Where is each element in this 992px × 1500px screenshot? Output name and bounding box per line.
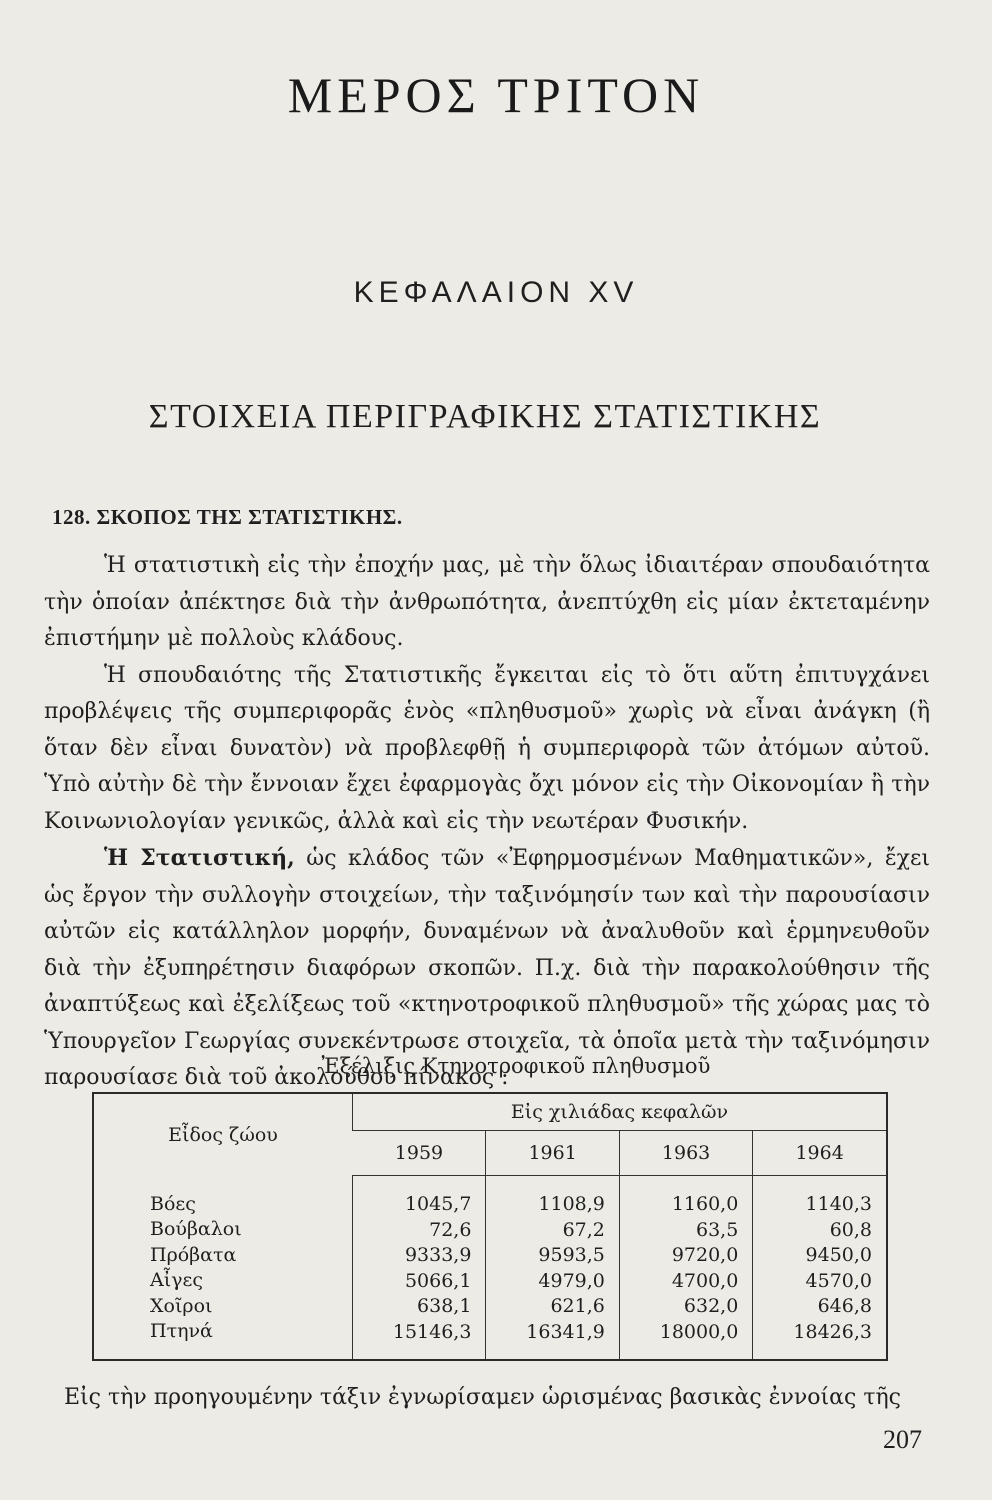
paragraph-4: Εἰς τὴν προηγουμένην τάξιν ἐγνωρίσαμεν ὡρισμένας βασικὰς ἐννοίας τῆς	[64, 1385, 901, 1410]
livestock-table	[92, 1092, 888, 1361]
values-1959-column	[353, 1176, 486, 1361]
value-cell: 1108,9	[538, 1193, 605, 1215]
paragraph-2: Ἡ σπουδαιότης τῆς Στατιστικῆς ἔγκειται εἰς τὸ ὅτι αὕτη ἐπιτυγχάνει προβλέψεις τῆς συμπεριφορᾶς ἑνὸς «πληθυσμοῦ» χωρὶς νὰ εἶναι ἀνάγκη (ἢ ὅταν δὲν εἶναι δυνατὸν) νὰ προβλεφθῇ ἡ συμπεριφορὰ τῶν ἀτόμων αὐτοῦ. Ὑπὸ αὐτὴν δὲ τὴν ἔννοιαν ἔχει ἐφαρμογὰς ὄχι μόνον εἰς τὴν Οἰκονομίαν ἢ τὴν Κοινωνιολογίαν γενικῶς, ἀλλὰ καὶ εἰς τὴν νεωτέραν Φυσικήν.	[44, 662, 930, 834]
value-cell: 4700,0	[671, 1269, 739, 1292]
year-header: 1959	[353, 1131, 486, 1176]
year-header: 1963	[619, 1131, 752, 1176]
species-header: Εἶδος ζώου	[168, 1123, 278, 1146]
value-cell: 16341,9	[526, 1320, 605, 1343]
value-cell: 1140,3	[805, 1193, 872, 1215]
section-heading: 128. ΣΚΟΠΟΣ ΤΗΣ ΣΤΑΤΙΣΤΙΚΗΣ.	[52, 505, 403, 529]
page-number: 207	[883, 1425, 922, 1454]
value-cell: 632,0	[683, 1295, 739, 1317]
value-cell: 18426,3	[793, 1320, 872, 1343]
values-1964-column	[753, 1176, 887, 1361]
species-column	[93, 1176, 353, 1361]
part-title: ΜΕΡΟΣ ΤΡΙΤΟΝ	[287, 67, 705, 123]
body-text	[44, 548, 930, 1097]
value-cell: 18000,0	[659, 1320, 739, 1343]
values-1963-column	[619, 1176, 752, 1361]
value-cell: 63,5	[696, 1218, 739, 1241]
value-cell: 72,6	[429, 1218, 472, 1241]
value-cell: 621,6	[550, 1295, 605, 1317]
value-cell: 15146,3	[392, 1320, 472, 1343]
value-cell: 646,8	[817, 1295, 872, 1317]
value-cell: 1160,0	[671, 1193, 739, 1215]
value-cell: 5066,1	[404, 1269, 472, 1292]
table-caption: Ἐξέλιξις Κτηνοτροφικοῦ πληθυσμοῦ	[321, 1054, 711, 1078]
value-cell: 4570,0	[805, 1269, 872, 1292]
group-header: Εἰς χιλιάδας κεφαλῶν	[353, 1093, 888, 1131]
value-cell: 60,8	[829, 1218, 872, 1241]
values-1961-column	[486, 1176, 619, 1361]
paragraph-3-text: ὡς κλάδος τῶν «Ἐφηρμοσμένων Μαθηματικῶν», ἔχει ὡς ἔργον τὴν συλλογὴν στοιχείων, τὴν ταξινόμησίν των καὶ τὴν παρουσίασιν αὐτῶν εἰς κατάλληλον μορφήν, δυναμένων νὰ ἀναλυθοῦν καὶ ἑρμηνευθοῦν διὰ τὴν ἐξυπηρέτησιν διαφόρων σκοπῶν. Π.χ. διὰ τὴν παρακολούθησιν τῆς ἀναπτύξεως καὶ ἐξελίξεως τοῦ «κτηνοτροφικοῦ πληθυσμοῦ» τῆς χώρας μας τὸ Ὑπουργεῖον Γεωργίας συνεκέντρωσε στοιχεῖα, τὰ ὁποῖα μετὰ τὴν ταξινόμησιν παρουσίασε διὰ τοῦ ἀκολούθου πίνακος :	[44, 846, 931, 1090]
species-cell: Βούβαλοι	[150, 1218, 242, 1240]
value-cell: 9333,9	[404, 1244, 472, 1266]
year-header: 1964	[753, 1131, 887, 1176]
chapter-label: ΚΕΦΑΛΑΙΟΝ XV	[353, 276, 639, 309]
value-cell: 4979,0	[538, 1269, 605, 1292]
paragraph-1: Ἡ στατιστικὴ εἰς τὴν ἐποχήν μας, μὲ τὴν ὅλως ἰδιαιτέραν σπουδαιότητα τὴν ὁποίαν ἀπέκτησε διὰ τὴν ἀνθρωπότητα, ἀνεπτύχθη εἰς μίαν ἐκτεταμένην ἐπιστήμην μὲ πολλοὺς κλάδους.	[44, 553, 930, 651]
chapter-title: ΣΤΟΙΧΕΙΑ ΠΕΡΙΓΡΑΦΙΚΗΣ ΣΤΑΤΙΣΤΙΚΗΣ	[148, 398, 822, 435]
continuation-text	[44, 1380, 930, 1417]
value-cell: 638,1	[417, 1295, 472, 1317]
value-cell: 9720,0	[671, 1244, 739, 1266]
value-cell: 9450,0	[805, 1244, 872, 1266]
value-cell: 1045,7	[404, 1193, 472, 1215]
species-cell: Πρόβατα	[150, 1243, 237, 1266]
species-cell: Αἶγες	[150, 1269, 204, 1291]
species-cell: Χοῖροι	[150, 1294, 213, 1317]
value-cell: 67,2	[562, 1218, 605, 1241]
value-cell: 9593,5	[538, 1244, 605, 1266]
species-cell: Πτηνά	[150, 1320, 213, 1342]
species-cell: Βόες	[150, 1192, 196, 1215]
year-header: 1961	[486, 1131, 619, 1176]
paragraph-3-lead: Ἡ Στατιστική,	[104, 845, 295, 871]
